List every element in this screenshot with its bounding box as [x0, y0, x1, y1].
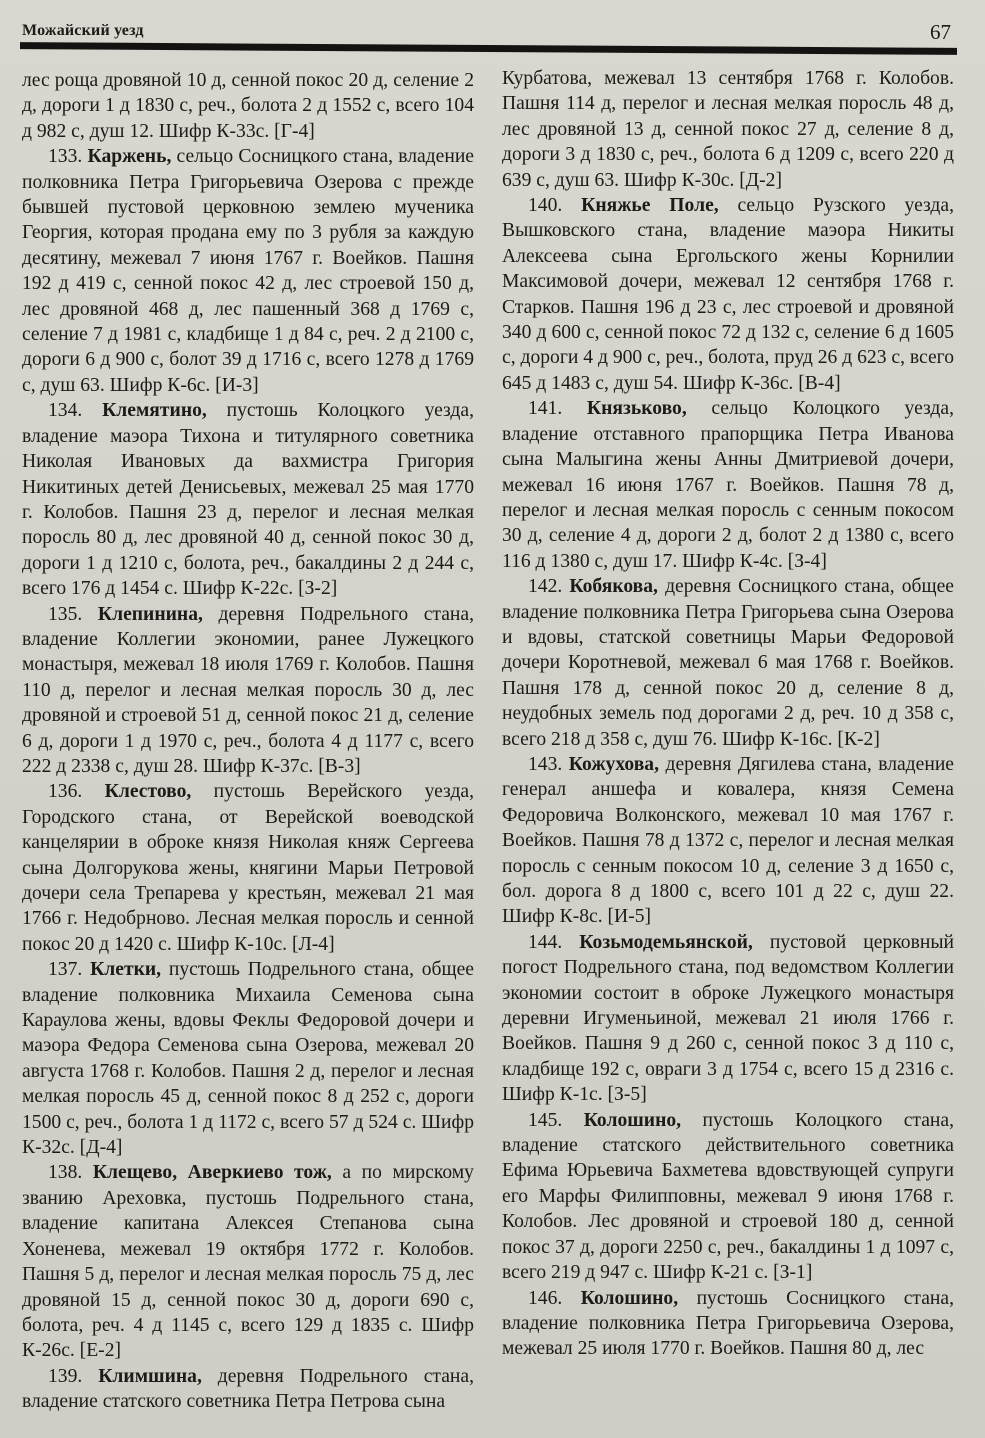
entry-137: 137. Клетки, пустошь Подрельного стана, общее владение полковника Михаила Семенова сына Караулова жены, вдовы Феклы Федоровой дочери и маэора Федора Семенова сына Озерова, межевал 20 августа 1768 г. Колобов. Пашня 2 д, перелог и лесная мелкая поросль 45 д, сенной покос 8 д 252 с, дороги 1500 с, реч., болота 1 д 1172 с, всего 57 д 524 с. Шифр К-32с. [Д-4] [22, 959, 474, 1159]
entry-continuation: Курбатова, межевал 13 сентября 1768 г. Колобов. Пашня 114 д, перелог и лесная мелкая поросль 48 д, лес дровяной 13 д, сенной покос 27 д, селение 8 д, дороги 3 д 1830 с, реч., болота 6 д 1209 с, всего 220 д 639 с, душ 63. Шифр К-30с. [Д-2] [502, 68, 954, 191]
right-column [502, 66, 954, 1362]
page-number: 67 [930, 20, 951, 44]
entry-133: 133. Каржень, сельцо Сосницкого стана, владение полковника Петра Григорьевича Озерова с прежде бывшей пустовой церковною землею мученика Георгия, которая продана ему по 3 рубля за каждую десятину, межевал 7 июня 1767 г. Воейков. Пашня 192 д 419 с, сенной покос 42 д, лес строевой 150 д, лес дровяной 468 д, лес пашенный 368 д 1769 с, селение 7 д 1981 с, кладбище 1 д 84 с, реч. 2 д 2100 с, дороги 6 д 900 с, болот 39 д 1716 с, всего 1278 д 1769 с, душ 63. Шифр К-6с. [И-3] [22, 146, 475, 396]
entry-138: 138. Клещево, Аверкиево тож, а по мирскому званию Арехoвка, пустошь Подрельного стана, владение капитана Алексея Степанова сына Хоненева, межевал 19 октября 1772 г. Колобов. Пашня 5 д, перелог и лесная мелкая поросль 75 д, лес дровяной 15 д, сенной покос 30 д, дороги 690 с, болота, реч. 4 д 1145 с, всего 129 д 1835 с. Шифр К-26с. [Е-2] [22, 1162, 474, 1362]
entry-139: 139. Климшина, деревня Подрельного стана, владение статского советника Петра Петрова сына [22, 1365, 474, 1413]
running-head [20, 18, 957, 46]
entry-143: 143. Кожухова, деревня Дягилева стана, владение генерал аншефа и ковалера, князя Семена Федоровича Волконского, межевал 10 мая 1767 г. Воейков. Пашня 78 д 1372 с, перелог и лесная мелкая поросль с сенным покосом 10 д, селение 3 д 1650 с, бол. дорога 8 д 1800 с, всего 101 д 22 с, душ 22. Шифр К-8с. [И-5] [502, 753, 955, 928]
left-column [22, 68, 474, 1415]
entry-135: 135. Клепинина, деревня Подрельного стана, владение Коллегии экономии, ранее Лужецкого монастыря, межевал 18 июля 1769 г. Колобов. Пашня 110 д, перелог и лесная мелкая поросль 30 д, лес дровяной и строевой 51 д, сенной покос 21 д, селение 6 д, дороги 1 д 1970 с, реч., болота 4 д 1177 с, всего 222 д 2338 с, душ 28. Шифр К-37с. [В-3] [22, 603, 475, 777]
entry-136: 136. Клестово, пустошь Верейского уезда, Городского стана, от Верейской воеводской канцелярии в оброке князя Николая княж Сергеева сына Долгорукова жены, княгини Марьи Петровой дочери села Трепарева у крестьян, межевал 21 мая 1766 г. Недобрново. Лесная мелкая поросль и сенной покос 20 д 1420 с. Шифр К-10с. [Л-4] [22, 781, 475, 955]
entry-144: 144. Козьмодемьянской, пустовой церковный погост Подрельного стана, под ведомством Коллегии экономии состоит в оброке Лужецкого монастыря деревни Игуменьиной, межевал 21 июля 1766 г. Воейков. Пашня 9 д 260 с, сенной покос 3 д 110 с, кладбище 192 с, овраги 3 д 1754 с, всего 15 д 2316 с. Шифр К-1с. [З-5] [502, 931, 954, 1106]
entry-146: 146. Колошино, пустошь Сосницкого стана, владение полковника Петра Григорьевича Озерова, межевал 25 июля 1770 г. Воейков. Пашня 80 д, лес [502, 1287, 954, 1360]
entry-134: 134. Клемятино, пустошь Колоцкого уезда, владение маэора Тихона и титулярного советника Николая Ивановых да вахмистра Григория Никитиных детей Денисьевых, межевал 25 мая 1770 г. Колобов. Пашня 23 д, перелог и лесная мелкая поросль 80 д, лес дровяной 40 д, сенной покос 30 д, дороги 1 д 1210 с, болота, реч., бакалдины 2 д 244 с, всего 176 д 1454 с. Шифр К-22с. [З-2] [22, 400, 474, 600]
entry-continuation: лес роща дровяной 10 д, сенной покос 20 д, селение 2 д, дороги 1 д 1830 с, реч., болота 2 д 1552 с, всего 104 д 982 с, душ 12. Шифр К-33с. [Г-4] [22, 70, 474, 142]
section-title: Можайский уезд [22, 22, 144, 39]
entry-141: 141. Князьково, сельцо Колоцкого уезда, владение отставного прапорщика Петра Иванова сына Малыгина жены Анны Дмитриевой дочери, межевал 16 июня 1767 г. Воейков. Пашня 78 д, перелог и лесная мелкая поросль с сенным покосом 30 д, селение 4 д, дороги 2 д, болот 2 д 1380 с, всего 116 д 1380 с, душ 17. Шифр К-4с. [З-4] [502, 398, 954, 572]
entry-142: 142. Кобякова, деревня Сосницкого стана, общее владение полковника Петра Григорьева сына Озерова и вдовы, статской советницы Марьи Федоровой дочери Коротневой, межевал 6 мая 1768 г. Воейков. Пашня 178 д, сенной покос 20 д, селение 8 д, неудобных земель под дорогами 2 д, реч. 10 д 358 с, всего 218 д 358 с, душ 76. Шифр К-16с. [К-2] [502, 576, 954, 750]
entry-140: 140. Княжье Поле, сельцо Рузского уезда, Вышковского стана, владение маэора Никиты Алексеева сына Ергольского жены Корнилии Максимовой дочери, межевал 12 сентября 1768 г. Старков. Пашня 196 д 23 с, лес строевой и дровяной 340 д 600 с, сенной покос 72 д 132 с, селение 6 д 1605 с, дороги 4 д 900 с, реч., болота, пруд 26 д 623 с, всего 645 д 1483 с, душ 54. Шифр К-36с. [В-4] [502, 195, 955, 394]
entry-145: 145. Колошино, пустошь Колоцкого стана, владение статского действительного советника Ефима Юрьевича Бахметева вдовствующей супруги его Марфы Филипповны, межевал 9 июня 1768 г. Колобов. Лес дровяной и строевой 180 д, сенной покос 37 д, дороги 2250 с, реч., бакалдины 1 д 1097 с, всего 219 д 947 с. Шифр К-21 с. [З-1] [502, 1109, 954, 1284]
